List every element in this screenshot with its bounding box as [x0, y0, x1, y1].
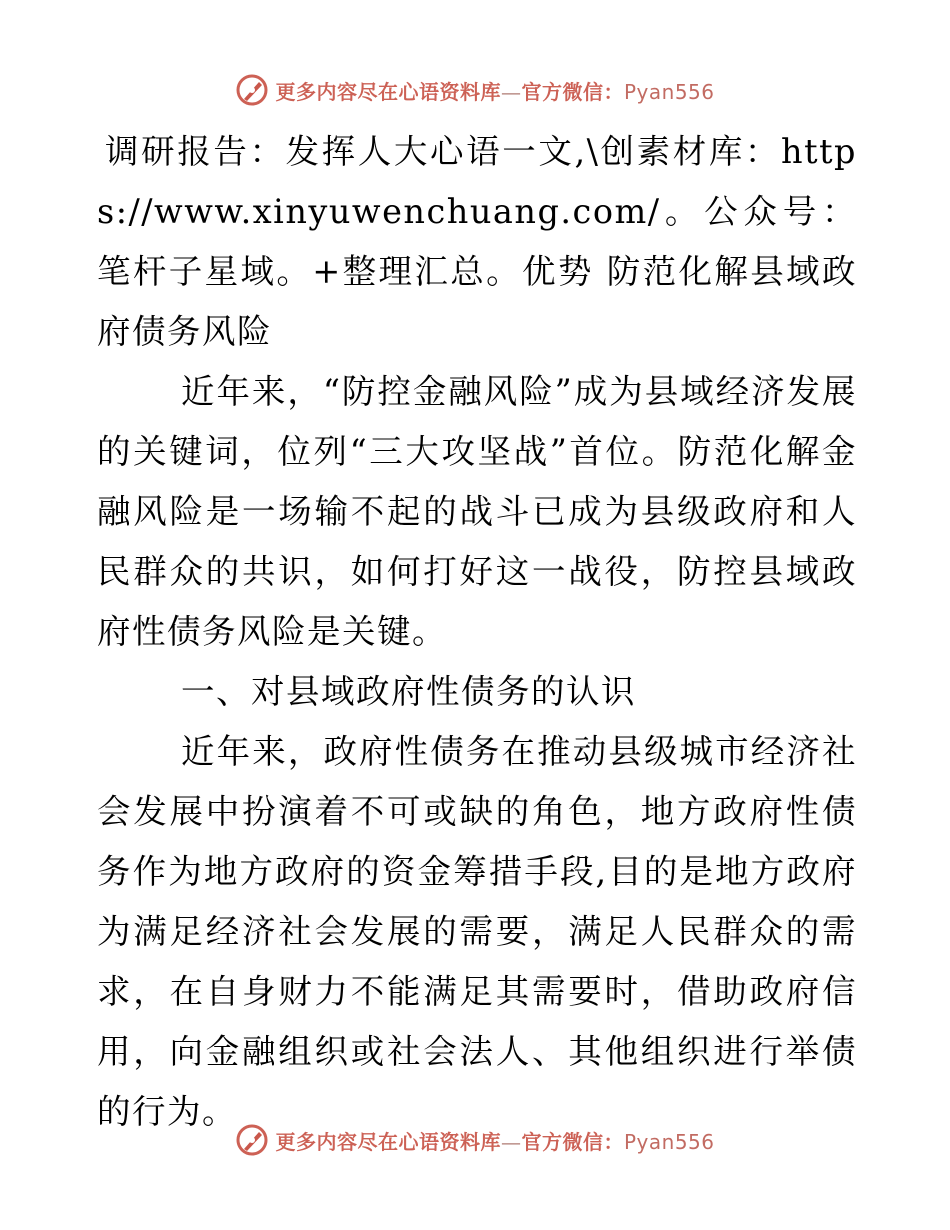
watermark-title: 更多内容尽在心语资料库 [275, 1129, 501, 1154]
header-watermark [0, 70, 950, 110]
watermark-separator: — [500, 79, 522, 104]
document-body [97, 122, 857, 1142]
watermark-wechat-id: Pyan556 [623, 1129, 715, 1154]
pen-logo-icon [235, 1123, 269, 1157]
paragraph-section-one: 近年来，政府性债务在推动县级城市经济社会发展中扮演着不可或缺的角色，地方政府性债务作为地方政府的资金筹措手段,目的是地方政府为满足经济社会发展的需要，满足人民群众的需求，在自身财力不能满足其需要时，借助政府信用，向金融组织或社会法人、其他组织进行举债的行为。 [97, 732, 857, 1131]
footer-watermark [0, 1120, 950, 1160]
document-title: 调研报告：发挥人大心语一文,\创素材库：https://www.xinyuwenchuang.com/。公众号：笔杆子星域。+整理汇总。优势 防范化解县域政府债务风险 [97, 132, 857, 351]
section-heading: 一、对县域政府性债务的认识 [181, 672, 636, 711]
watermark-contact: 官方微信： [521, 1129, 624, 1154]
pen-logo-icon [235, 73, 269, 107]
watermark-text [275, 1126, 714, 1155]
watermark-title: 更多内容尽在心语资料库 [275, 79, 501, 104]
paragraph-intro: 近年来，“防控金融风险”成为县域经济发展的关键词，位列“三大攻坚战”首位。防范化解金融风险是一场输不起的战斗已成为县级政府和人民群众的共识，如何打好这一战役，防控县域政府性债务风险是关键。 [97, 372, 857, 651]
watermark-separator: — [500, 1129, 522, 1154]
watermark-wechat-id: Pyan556 [623, 79, 715, 104]
watermark-text [275, 76, 714, 105]
watermark-contact: 官方微信： [521, 79, 624, 104]
